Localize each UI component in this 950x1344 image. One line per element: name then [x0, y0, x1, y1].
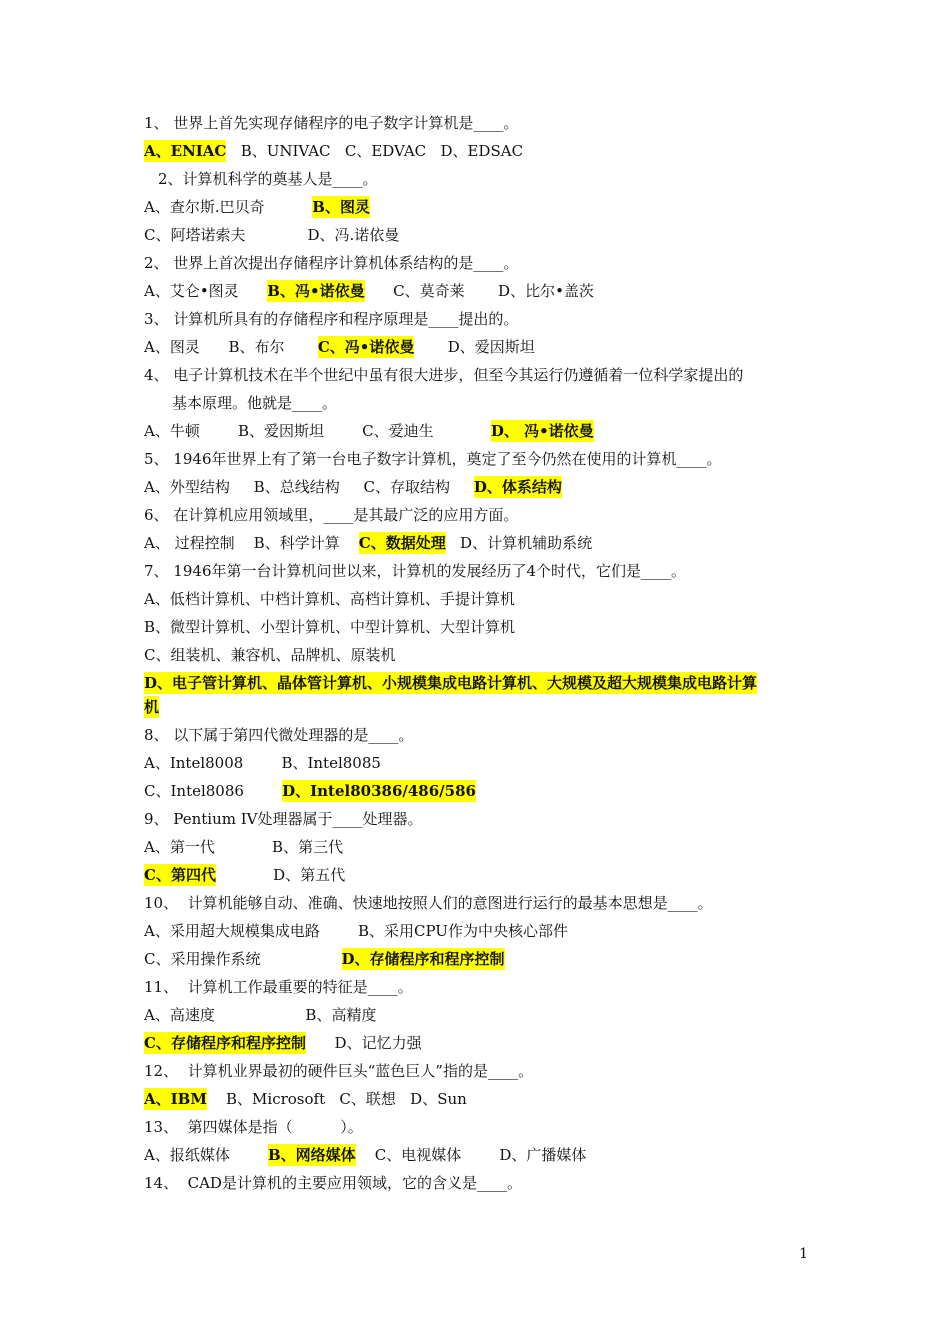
text-segment: 基本原理。他就是____。 [172, 394, 338, 412]
text-line [144, 948, 505, 970]
text-segment: 11、 计算机工作最重要的特征是____。 [144, 978, 413, 996]
text-segment: A、低档计算机、中档计算机、高档计算机、手提计算机 [144, 590, 515, 608]
text-line [144, 672, 757, 694]
text-segment: D、第五代 [215, 866, 346, 884]
highlighted-answer: C、存储程序和程序控制 [144, 1034, 306, 1052]
text-segment: D、记忆力强 [305, 1034, 422, 1052]
text-line [144, 1144, 586, 1166]
highlighted-answer: B、网络媒体 [267, 1146, 356, 1164]
highlighted-answer: D、电子管计算机、晶体管计算机、小规模集成电路计算机、大规模及超大规模集成电路计算 [144, 674, 758, 692]
text-segment: B、Microsoft C、联想 D、Sun [206, 1090, 467, 1108]
text-segment: 10、 计算机能够自动、准确、快速地按照人们的意图进行运行的最基本思想是____。 [144, 894, 713, 912]
text-line [144, 252, 518, 274]
text-segment: A、图灵 B、布尔 [144, 338, 318, 356]
text-segment: A、高速度 B、高精度 [144, 1006, 377, 1024]
text-segment: A、牛顿 B、爱因斯坦 C、爱迪生 [144, 422, 491, 440]
text-segment: B、UNIVAC C、EDVAC D、EDSAC [226, 142, 524, 160]
text-segment: 2、 世界上首次提出存储程序计算机体系结构的是____。 [144, 254, 519, 272]
text-line [144, 1060, 533, 1082]
text-segment: C、Intel8086 [144, 782, 283, 800]
text-segment: D、计算机辅助系统 [445, 534, 593, 552]
text-line [144, 696, 159, 718]
text-line [144, 532, 592, 554]
page-number: 1 [799, 1246, 808, 1262]
text-line [144, 808, 423, 830]
text-segment: 3、 计算机所具有的存储程序和程序原理是____提出的。 [144, 310, 519, 328]
text-segment: 4、 电子计算机技术在半个世纪中虽有很大进步，但至今其运行仍遵循着一位科学家提出的 [144, 366, 744, 384]
text-segment: 13、 第四媒体是指（ ）。 [144, 1118, 363, 1136]
highlighted-answer: 机 [144, 698, 160, 716]
text-segment: A、外型结构 B、总线结构 C、存取结构 [144, 478, 474, 496]
text-segment: C、采用操作系统 [144, 950, 342, 968]
highlighted-answer: B、图灵 [312, 198, 370, 216]
text-segment: 7、 1946年第一台计算机问世以来，计算机的发展经历了4个时代，它们是____。 [144, 562, 687, 580]
text-line [144, 1172, 522, 1194]
text-segment: 14、 CAD是计算机的主要应用领域，它的含义是____。 [144, 1174, 522, 1192]
text-line [144, 448, 722, 470]
text-line [144, 892, 713, 914]
text-segment: C、电视媒体 D、广播媒体 [355, 1146, 587, 1164]
text-segment: D、爱因斯坦 [414, 338, 535, 356]
text-line [172, 392, 337, 414]
text-segment: A、第一代 B、第三代 [144, 838, 344, 856]
highlighted-answer: D、Intel80386/486/586 [282, 782, 476, 800]
highlighted-answer: C、数据处理 [358, 534, 446, 552]
text-line [144, 224, 399, 246]
highlighted-answer: D、 冯•诺依曼 [490, 422, 594, 440]
highlighted-answer: D、存储程序和程序控制 [341, 950, 505, 968]
highlighted-answer: D、体系结构 [473, 478, 562, 496]
text-segment: 6、 在计算机应用领域里，____是其最广泛的应用方面。 [144, 506, 519, 524]
text-line [144, 976, 413, 998]
text-line [144, 836, 343, 858]
text-segment: C、莫奇莱 D、比尔•盖茨 [364, 282, 594, 300]
text-segment: 2、计算机科学的奠基人是____。 [158, 170, 378, 188]
highlighted-answer: C、第四代 [144, 866, 216, 884]
text-segment: A、查尔斯.巴贝奇 [144, 198, 313, 216]
text-line [144, 864, 345, 886]
text-segment: 5、 1946年世界上有了第一台电子数字计算机，奠定了至今仍然在使用的计算机____。 [144, 450, 722, 468]
text-segment: B、微型计算机、小型计算机、中型计算机、大型计算机 [144, 618, 516, 636]
text-line [144, 280, 594, 302]
highlighted-answer: B、冯•诺依曼 [267, 282, 365, 300]
text-line [144, 560, 686, 582]
text-line [144, 616, 515, 638]
text-line [144, 588, 515, 610]
text-segment: C、阿塔诺索夫 D、冯.诺依曼 [144, 226, 400, 244]
text-line [144, 504, 518, 526]
text-line [144, 780, 476, 802]
text-segment: A、报纸媒体 [144, 1146, 268, 1164]
text-segment: A、艾仑•图灵 [144, 282, 268, 300]
text-line [144, 1088, 467, 1110]
text-line [144, 196, 370, 218]
text-line [158, 168, 378, 190]
text-segment: A、采用超大规模集成电路 B、采用CPU作为中央核心部件 [144, 922, 568, 940]
text-line [144, 1116, 363, 1138]
text-line [144, 920, 568, 942]
text-line [144, 112, 518, 134]
highlighted-answer: C、冯•诺依曼 [317, 338, 415, 356]
highlighted-answer: A、ENIAC [144, 142, 227, 160]
text-line [144, 308, 518, 330]
text-line [144, 724, 413, 746]
text-line [144, 476, 562, 498]
text-line [144, 420, 594, 442]
text-line [144, 336, 535, 358]
text-line [144, 1032, 422, 1054]
text-segment: A、 过程控制 B、科学计算 [144, 534, 359, 552]
text-line [144, 644, 395, 666]
text-line [144, 1004, 376, 1026]
text-line [144, 140, 523, 162]
highlighted-answer: A、IBM [144, 1090, 207, 1108]
text-line [144, 364, 743, 386]
text-segment: A、Intel8008 B、Intel8085 [144, 754, 381, 772]
text-segment: C、组装机、兼容机、品牌机、原装机 [144, 646, 396, 664]
text-segment: 8、 以下属于第四代微处理器的是____。 [144, 726, 414, 744]
text-segment: 12、 计算机业界最初的硬件巨头“蓝色巨人”指的是____。 [144, 1062, 533, 1080]
text-segment: 1、 世界上首先实现存储程序的电子数字计算机是____。 [144, 114, 519, 132]
text-line [144, 752, 381, 774]
text-segment: 9、 Pentium IV处理器属于____处理器。 [144, 810, 423, 828]
